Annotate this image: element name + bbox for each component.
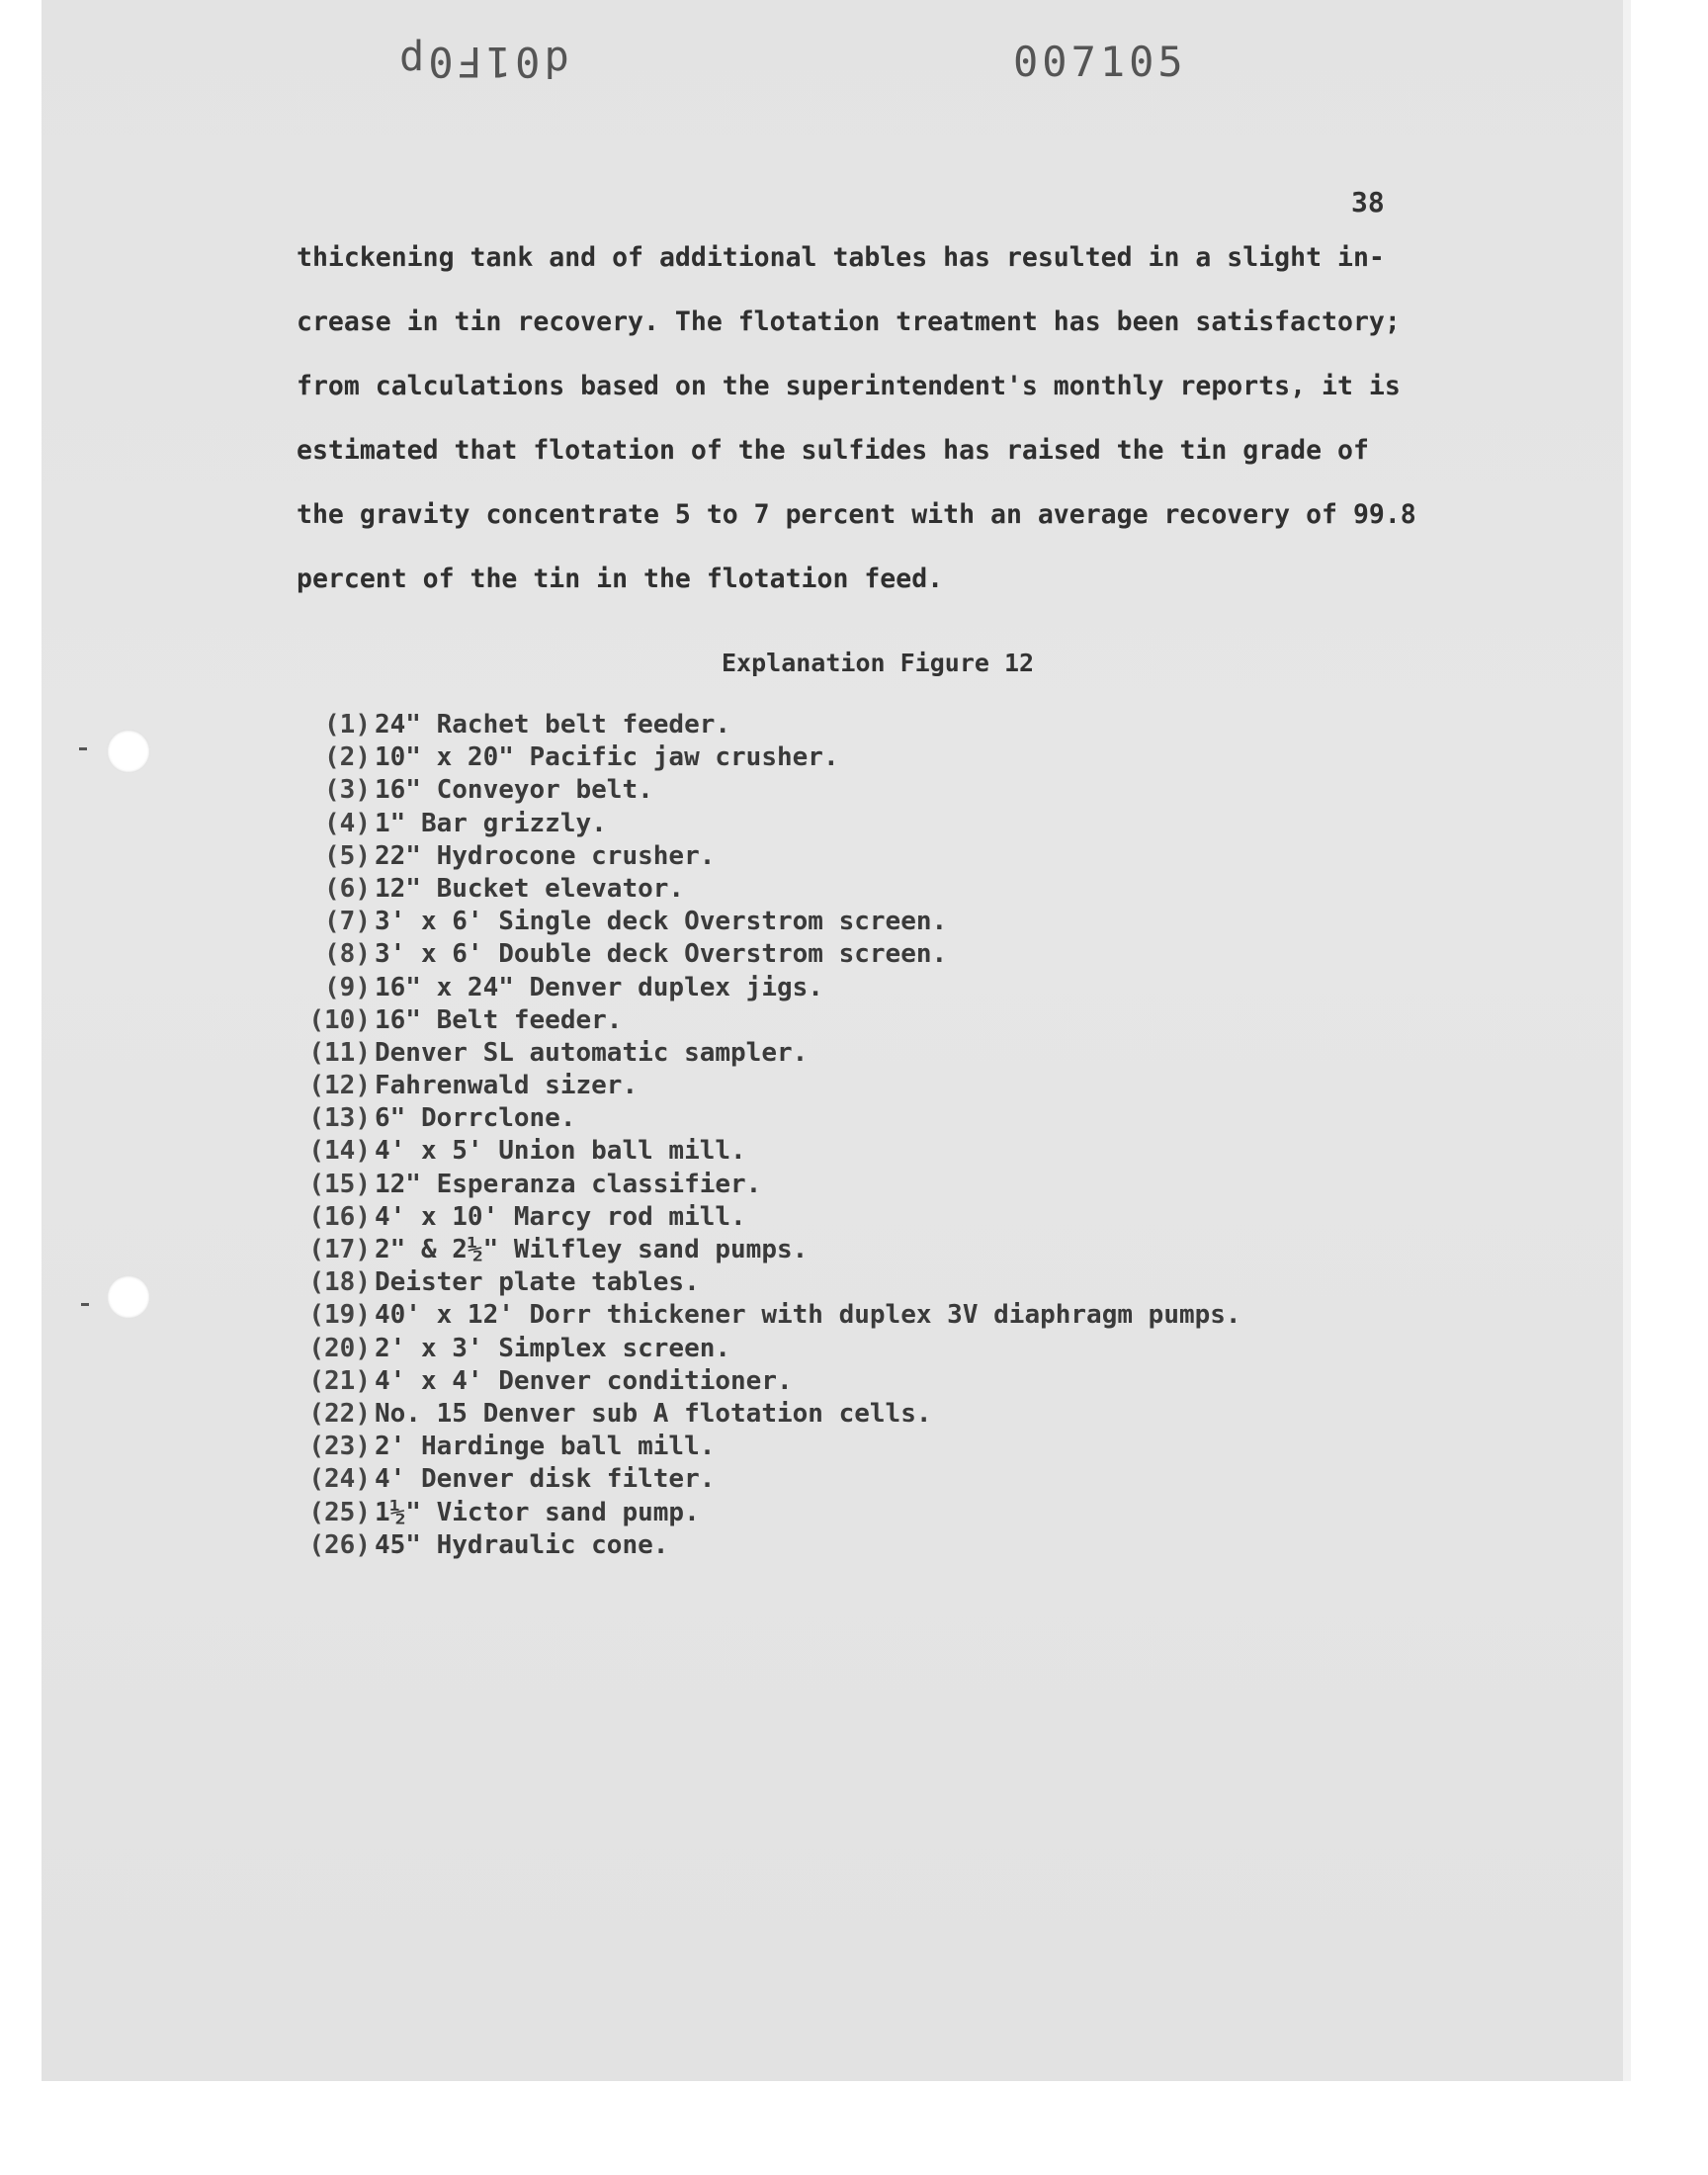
list-item bbox=[272, 1102, 1241, 1135]
item-text: 40' x 12' Dorr thickener with duplex 3V diaphragm pumps. bbox=[375, 1300, 1241, 1331]
item-text: 12" Bucket elevator. bbox=[375, 873, 685, 904]
paragraph-line: the gravity concentrate 5 to 7 percent with an average recovery of 99.8 bbox=[297, 499, 1416, 530]
list-item bbox=[272, 709, 1241, 741]
item-text: 3' x 6' Double deck Overstrom screen. bbox=[375, 939, 948, 970]
item-text: Denver SL automatic sampler. bbox=[375, 1037, 809, 1068]
stamp-left: d01F0p bbox=[395, 38, 569, 86]
list-item bbox=[272, 1431, 1241, 1463]
list-item bbox=[272, 1037, 1241, 1070]
page-edge bbox=[1623, 0, 1631, 2081]
item-text: 16" x 24" Denver duplex jigs. bbox=[375, 972, 823, 1002]
list-item bbox=[272, 1497, 1241, 1529]
item-number: (15) bbox=[308, 1169, 371, 1199]
equipment-list bbox=[272, 709, 1241, 1562]
punch-hole-bottom bbox=[107, 1275, 150, 1319]
item-number: (10) bbox=[308, 1004, 371, 1035]
item-number: (19) bbox=[308, 1300, 371, 1331]
list-item bbox=[272, 741, 1241, 774]
list-item bbox=[272, 972, 1241, 1004]
item-number: (3) bbox=[324, 775, 371, 806]
list-item bbox=[272, 1333, 1241, 1365]
item-text: No. 15 Denver sub A flotation cells. bbox=[375, 1398, 932, 1429]
item-number: (18) bbox=[308, 1267, 371, 1298]
item-number: (4) bbox=[324, 808, 371, 838]
list-item bbox=[272, 1004, 1241, 1037]
item-text: 1½" Victor sand pump. bbox=[375, 1497, 700, 1527]
item-text: 4' x 5' Union ball mill. bbox=[375, 1136, 746, 1167]
item-text: 2' x 3' Simplex screen. bbox=[375, 1333, 731, 1363]
item-number: (21) bbox=[308, 1365, 371, 1396]
item-number: (24) bbox=[308, 1464, 371, 1495]
item-text: 2' Hardinge ball mill. bbox=[375, 1432, 716, 1462]
item-number: (16) bbox=[308, 1201, 371, 1232]
item-number: (22) bbox=[308, 1398, 371, 1429]
item-number: (1) bbox=[324, 710, 371, 740]
item-number: (11) bbox=[308, 1037, 371, 1068]
page-number: 38 bbox=[1351, 186, 1385, 218]
item-text: 16" Conveyor belt. bbox=[375, 775, 653, 806]
stamp-right: 007105 bbox=[1013, 38, 1187, 86]
item-text: 4' x 4' Denver conditioner. bbox=[375, 1365, 793, 1396]
list-item bbox=[272, 1201, 1241, 1234]
item-number: (25) bbox=[308, 1497, 371, 1527]
list-item bbox=[272, 1299, 1241, 1332]
list-item bbox=[272, 1398, 1241, 1431]
list-item bbox=[272, 1266, 1241, 1299]
list-item bbox=[272, 1529, 1241, 1562]
item-number: (26) bbox=[308, 1529, 371, 1560]
paragraph-line: estimated that flotation of the sulfides has raised the tin grade of bbox=[297, 435, 1369, 466]
list-item bbox=[272, 1070, 1241, 1102]
list-item bbox=[272, 1365, 1241, 1398]
item-text: 22" Hydrocone crusher. bbox=[375, 840, 716, 871]
item-text: Deister plate tables. bbox=[375, 1267, 700, 1298]
list-item bbox=[272, 1135, 1241, 1168]
list-item bbox=[272, 906, 1241, 938]
paragraph bbox=[297, 243, 1483, 629]
item-text: Fahrenwald sizer. bbox=[375, 1071, 639, 1101]
item-number: (13) bbox=[308, 1103, 371, 1134]
item-number: (20) bbox=[308, 1333, 371, 1363]
list-item bbox=[272, 873, 1241, 906]
paragraph-line: crease in tin recovery. The flotation treatment has been satisfactory; bbox=[297, 306, 1401, 337]
item-number: (23) bbox=[308, 1432, 371, 1462]
list-item bbox=[272, 840, 1241, 873]
item-text: 2" & 2½" Wilfley sand pumps. bbox=[375, 1235, 809, 1264]
item-number: (6) bbox=[324, 873, 371, 904]
item-text: 6" Dorrclone. bbox=[375, 1103, 576, 1134]
paragraph-line: from calculations based on the superintendent's monthly reports, it is bbox=[297, 371, 1401, 401]
punch-mark-bottom bbox=[81, 1303, 89, 1306]
list-item bbox=[272, 808, 1241, 840]
punch-mark-top bbox=[79, 747, 87, 750]
item-number: (8) bbox=[324, 939, 371, 970]
item-text: 45" Hydraulic cone. bbox=[375, 1529, 669, 1560]
list-item bbox=[272, 1169, 1241, 1201]
list-item bbox=[272, 774, 1241, 807]
punch-hole-top bbox=[107, 730, 150, 773]
item-text: 16" Belt feeder. bbox=[375, 1004, 623, 1035]
paragraph-line: percent of the tin in the flotation feed. bbox=[297, 564, 944, 594]
item-text: 1" Bar grizzly. bbox=[375, 808, 607, 838]
item-text: 12" Esperanza classifier. bbox=[375, 1169, 762, 1199]
item-number: (7) bbox=[324, 907, 371, 937]
item-text: 10" x 20" Pacific jaw crusher. bbox=[375, 742, 839, 773]
list-item bbox=[272, 1463, 1241, 1496]
paragraph-line: thickening tank and of additional tables has resulted in a slight in- bbox=[297, 242, 1385, 273]
item-number: (9) bbox=[324, 972, 371, 1002]
section-heading: Explanation Figure 12 bbox=[722, 649, 1035, 677]
item-number: (14) bbox=[308, 1136, 371, 1167]
item-number: (17) bbox=[308, 1235, 371, 1264]
item-text: 3' x 6' Single deck Overstrom screen. bbox=[375, 907, 948, 937]
item-number: (5) bbox=[324, 840, 371, 871]
item-number: (2) bbox=[324, 742, 371, 773]
item-text: 4' Denver disk filter. bbox=[375, 1464, 716, 1495]
item-text: 24" Rachet belt feeder. bbox=[375, 710, 731, 740]
list-item bbox=[272, 1234, 1241, 1266]
item-number: (12) bbox=[308, 1071, 371, 1101]
item-text: 4' x 10' Marcy rod mill. bbox=[375, 1201, 746, 1232]
list-item bbox=[272, 938, 1241, 971]
